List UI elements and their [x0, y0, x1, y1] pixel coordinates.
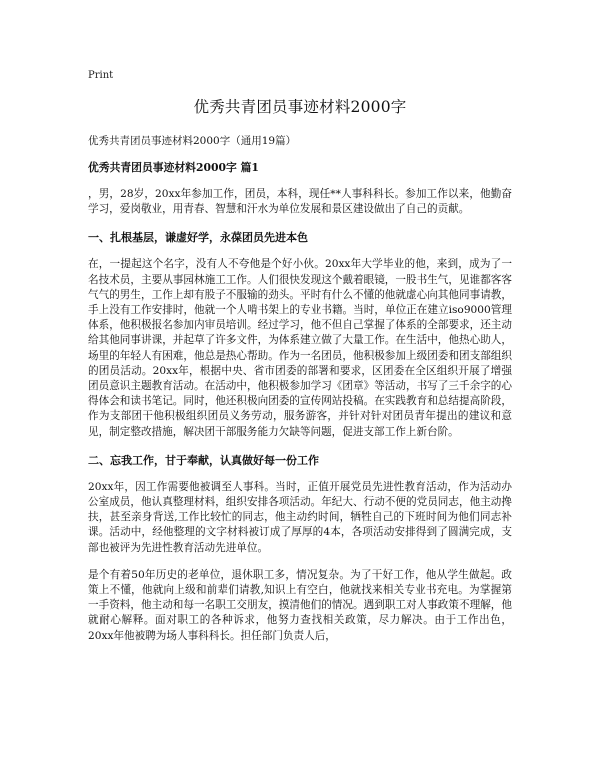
section1-paragraph: 在，一提起这个名字，没有人不夸他是个好小伙。20xx年大学毕业的他，来到，成为了一名技术员，主要从事园林施工工作。人们很快发现这个戴着眼镜，一股书生气，见谁都客客气气的男生，工作上却有股子不服输的劲头。平时有什么不懂的他就虚心向其他同事请教，手上没有工作安排时，他就一个人啃书架上的专业书籍。当时，单位正在建立iso9000管理体系，他积极报名参加内审员培训。经过学习，他不但自己掌握了体系的全部要求，还主动给其他同事讲课，并起草了许多文件，为体系建立做了大量工作。在生活中，他热心助人，场里的年轻人有困难，他总是热心帮助。作为一名团员，他积极参加上级团委和团支部组织的团员活动。20xx年，根据中央、省市团委的部署和要求，区团委在全区组织开展了增强团员意识主题教育活动。在活动中，他积极参加学习《团章》等活动，书写了三千余字的心得体会和读书笔记。同时，他还积极向团委的宣传网站投稿。在实践教育和总结提高阶段，作为支部团干他积极组织团员义务劳动，服务游客，并针对针对团员青年提出的建议和意见，制定整改措施，解决团干部服务能力欠缺等问题，促进支部工作上新台阶。: [88, 258, 512, 438]
document-subtitle: 优秀共青团员事迹材料2000字（通用19篇）: [88, 135, 297, 147]
section2-paragraph-2: 是个有着50年历史的老单位，退休职工多，情况复杂。为了干好工作，他从学生做起。政策上不懂，他就向上级和前辈们请教,知识上有空白，他就找来相关专业书充电。为掌握第一手资料，他主动和每一名职工交朋友，摸清他们的情况。遇到职工对人事政策不理解，他就耐心解释。面对职工的各种诉求，他努力查找相关政策，尽力解决。由于工作出色，20xx年他被聘为场人事科科长。担任部门负责人后，: [88, 568, 512, 642]
section1-heading: 一、扎根基层，谦虚好学，永葆团员先进本色: [88, 231, 308, 245]
article-title: 优秀共青团员事迹材料2000字 篇1: [88, 161, 259, 174]
section2-paragraph-1: 20xx年，因工作需要他被调至人事科。当时，正值开展党员先进性教育活动，作为活动办公室成员，他认真整理材料，组织安排各项活动。年纪大、行动不便的党员同志，他主动搀扶，甚至亲身背送,工作比较忙的同志，他主动约时间，牺牲自己的下班时间为他们同志补课。活动中，经他整理的文字材料被订成了厚厚的4本，各项活动安排得到了圆满完成，支部也被评为先进性教育活动先进单位。: [88, 480, 512, 554]
section2-heading: 二、忘我工作，甘于奉献，认真做好每一份工作: [88, 453, 319, 467]
intro-paragraph: ，男，28岁，20xx年参加工作，团员，本科，现任**人事科科长。参加工作以来，他勤奋学习，爱岗敬业，用青春、智慧和汗水为单位发展和景区建设做出了自己的贡献。: [88, 188, 512, 216]
print-link[interactable]: Print: [88, 70, 114, 81]
document-title: 优秀共青团员事迹材料2000字: [193, 98, 407, 116]
